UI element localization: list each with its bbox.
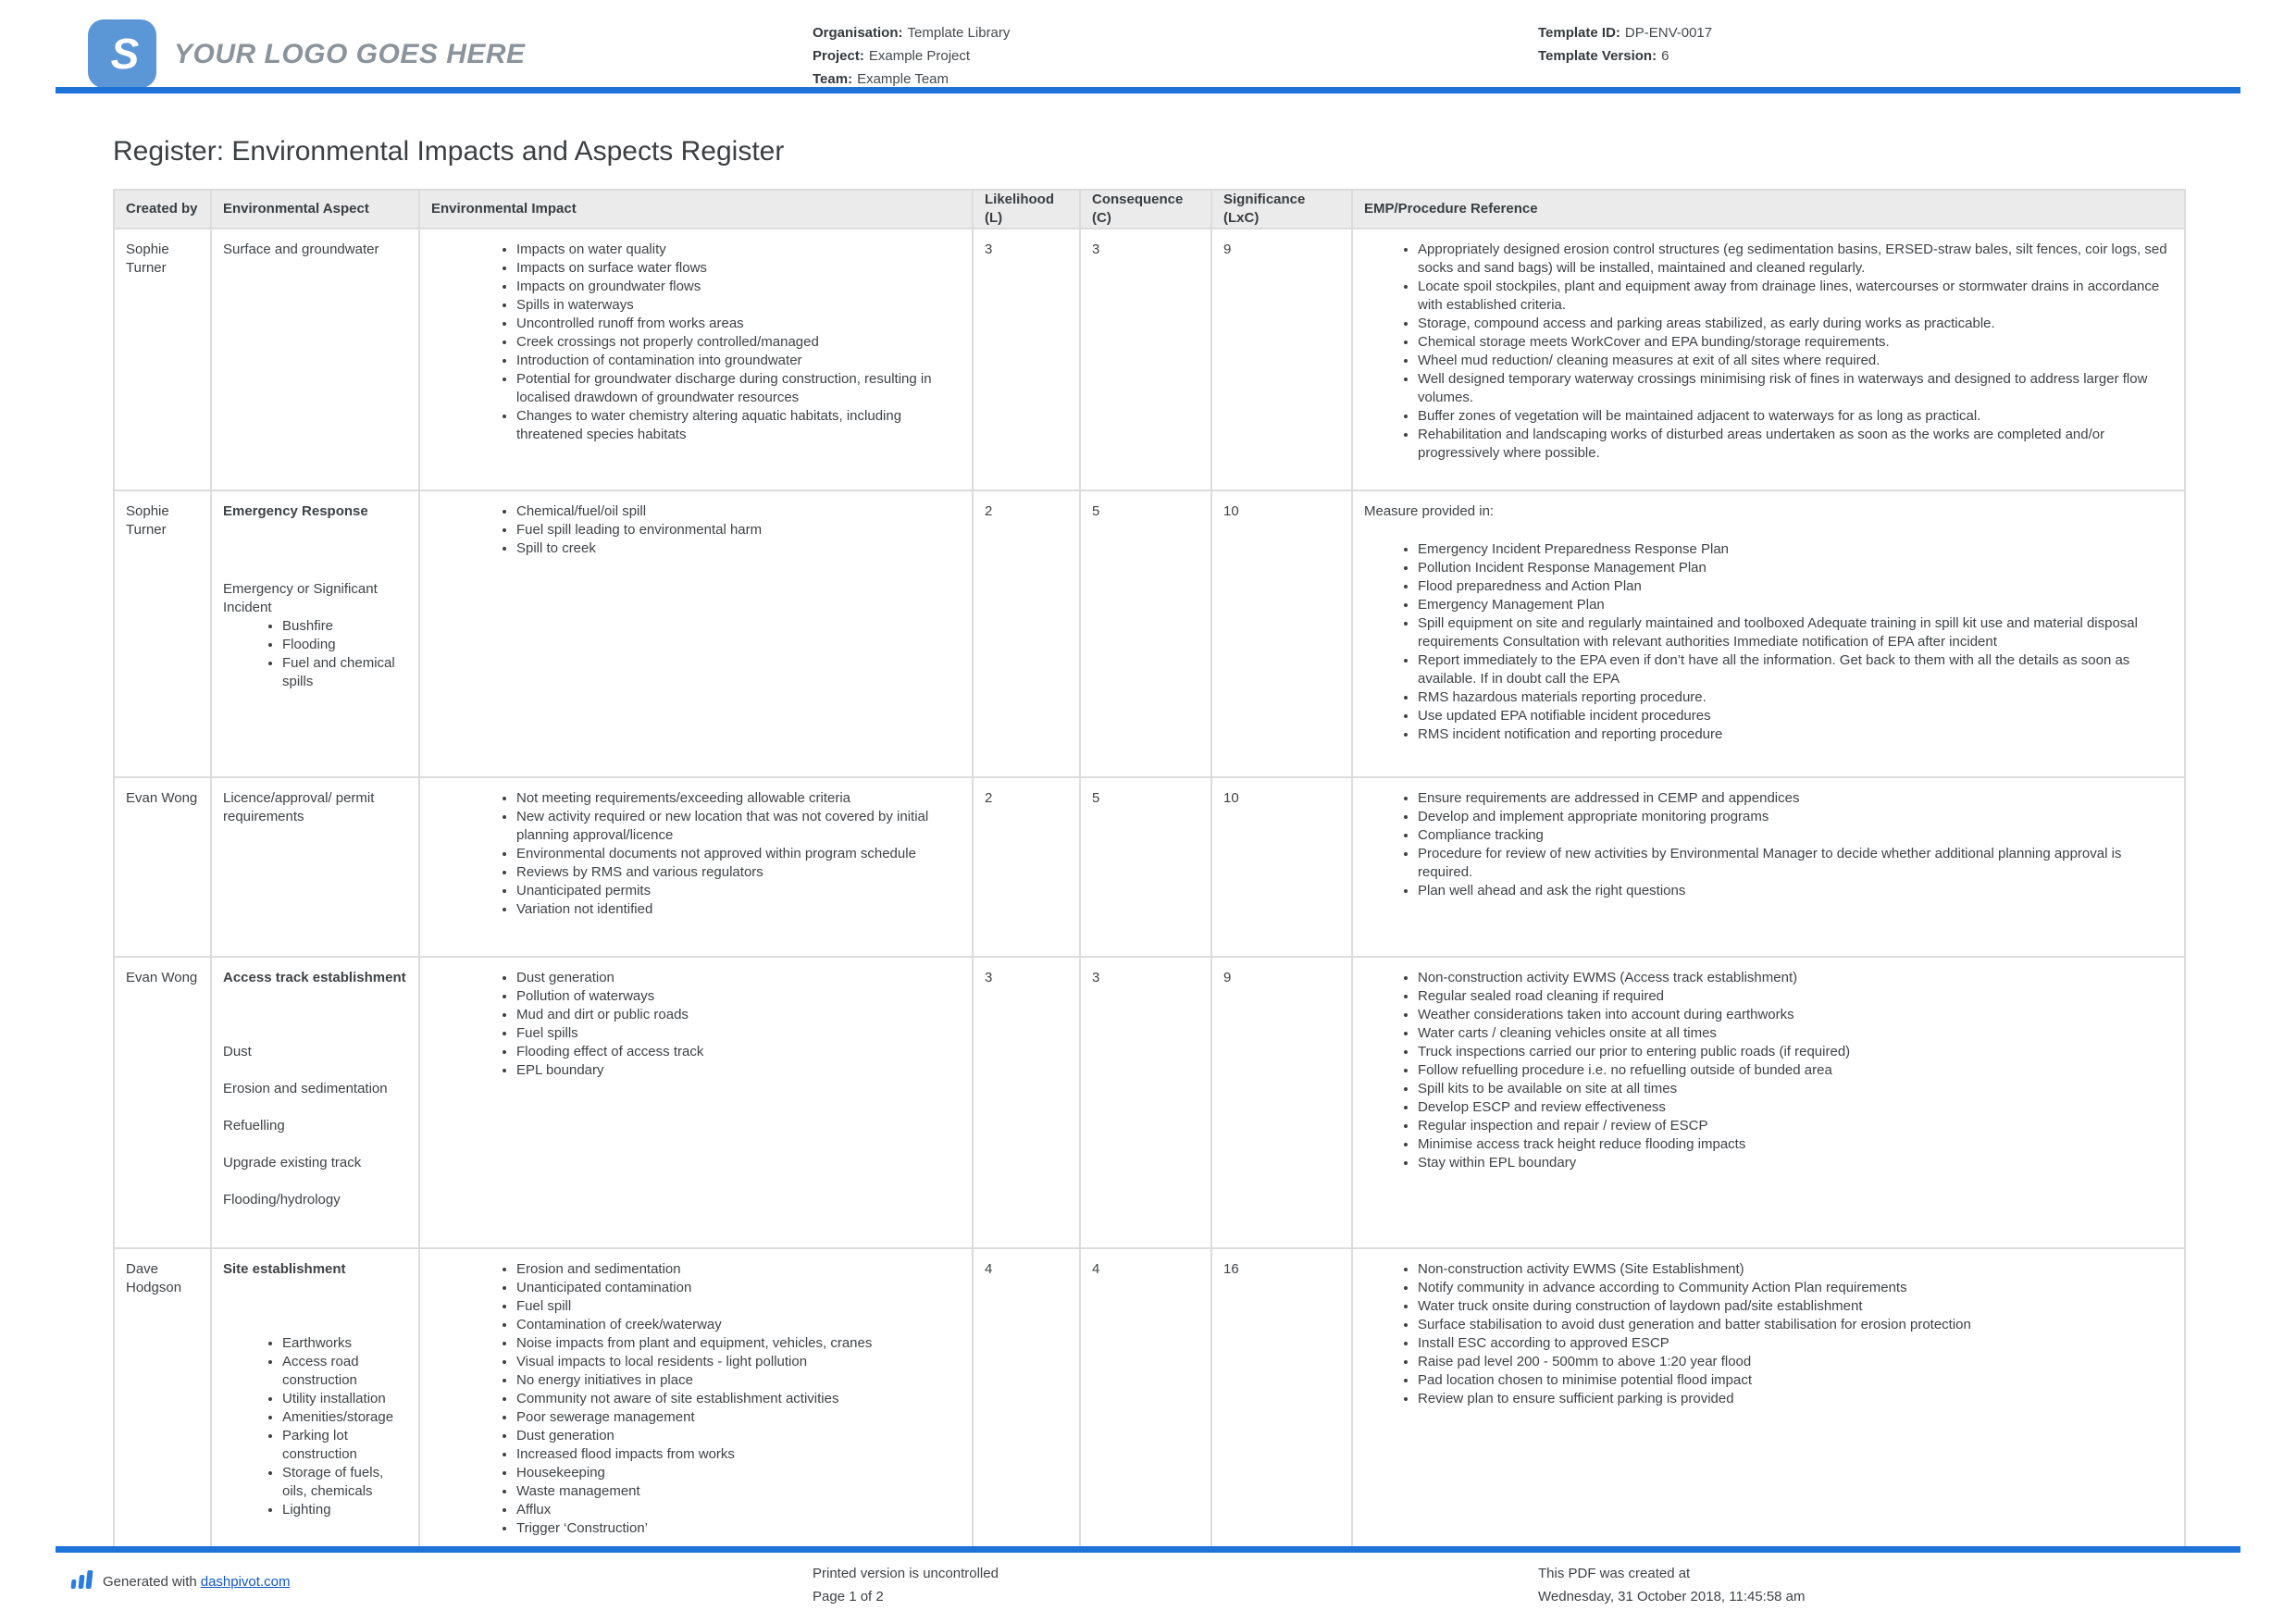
table-row	[114, 490, 2185, 777]
impact-item: • Contamination of creek/waterway	[516, 1316, 961, 1334]
emp-item: • Truck inspections carried our prior to entering public roads (if required)	[1418, 1043, 2173, 1061]
aspect-bullet-item: • Parking lot construction	[282, 1427, 407, 1464]
impact-list	[431, 789, 961, 919]
consequence-cell: 4	[1080, 1248, 1211, 1566]
footer-divider	[56, 1546, 2240, 1553]
impact-item: • Poor sewerage management	[516, 1408, 961, 1427]
consequence-cell: 3	[1080, 957, 1211, 1248]
emp-item: • Chemical storage meets WorkCover and EPA bunding/storage requirements.	[1418, 333, 2173, 352]
footer-print-info	[813, 1562, 999, 1608]
table-row	[114, 1248, 2185, 1566]
project-label: Project:	[813, 48, 864, 64]
aspect-title: Access track establishment	[223, 970, 406, 985]
created-by-cell	[114, 490, 211, 777]
emp-item: • Storage, compound access and parking areas stabilized, as early during works as practicable.	[1418, 315, 2173, 333]
impact-item: • New activity required or new location that was not covered by initial planning approval/licence	[516, 808, 961, 845]
aspect-paragraph: Flooding/hydrology	[223, 1192, 341, 1208]
emp-item: • Plan well ahead and ask the right questions	[1418, 882, 2173, 900]
aspect-paragraph: Upgrade existing track	[223, 1155, 362, 1171]
emp-item: • Use updated EPA notifiable incident procedures	[1418, 707, 2173, 725]
impact-list	[431, 241, 961, 444]
aspect-title: Surface and groundwater	[223, 242, 379, 257]
significance-cell: 10	[1211, 490, 1352, 777]
emp-item: • Non-construction activity EWMS (Site Establishment)	[1418, 1260, 2173, 1279]
emp-list	[1364, 540, 2173, 744]
aspect-cell	[211, 777, 419, 957]
emp-item: • Procedure for review of new activities by Environmental Manager to decide whether additional planning approval is required.	[1418, 845, 2173, 882]
printed-version-text: Printed version is uncontrolled	[813, 1566, 999, 1581]
aspect-bullet-item: • Bushfire	[282, 617, 407, 636]
emp-item: • Stay within EPL boundary	[1418, 1154, 2173, 1172]
impact-item: • Variation not identified	[516, 900, 961, 919]
impact-item: • Pollution of waterways	[516, 987, 961, 1006]
svg-text:S: S	[110, 30, 140, 78]
impact-item: • Impacts on groundwater flows	[516, 278, 961, 296]
emp-reference-cell	[1352, 1248, 2185, 1566]
emp-item: • Appropriately designed erosion control structures (eg sedimentation basins, ERSED-straw bales, silt fences, coir logs, sed socks and sand bags) will be installed, maintained and cleaned regularly.	[1418, 241, 2173, 278]
emp-item: • Buffer zones of vegetation will be maintained adjacent to waterways for as long as practical.	[1418, 407, 2173, 426]
emp-item: • Water carts / cleaning vehicles onsite at all times	[1418, 1024, 2173, 1043]
significance-cell: 9	[1211, 957, 1352, 1248]
emp-item: • Regular sealed road cleaning if required	[1418, 987, 2173, 1006]
aspect-bullet-item: • Fuel and chemical spills	[282, 654, 407, 691]
aspect-paragraph: Dust	[223, 1044, 252, 1059]
column-header: Environmental Aspect	[211, 190, 419, 229]
aspect-title: Site establishment	[223, 1261, 346, 1277]
page-title: Register: Environmental Impacts and Aspects Register	[113, 136, 785, 167]
table-row	[114, 229, 2185, 490]
column-header: Environmental Impact	[419, 190, 973, 229]
created-by-cell	[114, 957, 211, 1248]
emp-intro: Measure provided in:	[1364, 503, 1495, 519]
impact-cell	[419, 1248, 973, 1566]
emp-item: • RMS hazardous materials reporting procedure.	[1418, 688, 2173, 707]
column-header: Significance (LxC)	[1211, 190, 1352, 229]
dashpivot-chart-icon	[69, 1567, 94, 1597]
emp-item: • Raise pad level 200 - 500mm to above 1:20 year flood	[1418, 1353, 2173, 1371]
aspect-bullet-list	[223, 617, 407, 691]
consequence-cell: 5	[1080, 490, 1211, 777]
column-header: Likelihood (L)	[973, 190, 1080, 229]
impact-item: • Potential for groundwater discharge during construction, resulting in localised drawdown of groundwater resources	[516, 370, 961, 407]
created-by-name: Sophie Turner	[126, 242, 169, 276]
created-by-cell	[114, 229, 211, 490]
impact-cell	[419, 490, 973, 777]
column-header: EMP/Procedure Reference	[1352, 190, 2185, 229]
impact-item: • Changes to water chemistry altering aquatic habitats, including threatened species habitats	[516, 407, 961, 444]
aspect-cell	[211, 1248, 419, 1566]
emp-list	[1364, 1260, 2173, 1408]
impact-item: • Spills in waterways	[516, 296, 961, 315]
created-by-name: Dave Hodgson	[126, 1261, 182, 1295]
impact-item: • Flooding effect of access track	[516, 1043, 961, 1061]
column-header: Consequence (C)	[1080, 190, 1211, 229]
emp-item: • Develop ESCP and review effectiveness	[1418, 1098, 2173, 1117]
emp-item: • Spill kits to be available on site at all times	[1418, 1080, 2173, 1098]
impact-cell	[419, 957, 973, 1248]
emp-item: • Develop and implement appropriate monitoring programs	[1418, 808, 2173, 826]
impact-item: • Uncontrolled runoff from works areas	[516, 315, 961, 333]
impact-item: • Fuel spill	[516, 1297, 961, 1316]
impact-item: • Unanticipated contamination	[516, 1279, 961, 1297]
team-label: Team:	[813, 71, 853, 87]
aspect-subtitle: Emergency or Significant Incident	[223, 581, 378, 615]
logo-placeholder-text: YOUR LOGO GOES HERE	[174, 39, 526, 69]
aspect-bullet-item: • Amenities/storage	[282, 1408, 407, 1427]
impact-item: • Dust generation	[516, 1427, 961, 1445]
impact-list	[431, 1260, 961, 1538]
likelihood-cell: 3	[973, 229, 1080, 490]
template-version-label: Template Version:	[1538, 48, 1657, 64]
header-template-info	[1538, 21, 1712, 68]
page-number-text: Page 1 of 2	[813, 1589, 884, 1604]
column-header: Created by	[114, 190, 211, 229]
organisation-line	[813, 21, 1010, 44]
impact-list	[431, 502, 961, 558]
impact-item: • Introduction of contamination into groundwater	[516, 352, 961, 370]
emp-item: • Wheel mud reduction/ cleaning measures at exit of all sites where required.	[1418, 352, 2173, 370]
emp-item: • Follow refuelling procedure i.e. no refuelling outside of bunded area	[1418, 1061, 2173, 1080]
emp-item: • Minimise access track height reduce flooding impacts	[1418, 1135, 2173, 1154]
impact-item: • EPL boundary	[516, 1061, 961, 1080]
emp-item: • Pad location chosen to minimise potential flood impact	[1418, 1371, 2173, 1390]
impact-item: • Fuel spill leading to environmental harm	[516, 521, 961, 539]
page-footer	[0, 1546, 2296, 1623]
aspect-title: Emergency Response	[223, 503, 368, 519]
impact-item: • Dust generation	[516, 969, 961, 987]
impact-item: • Community not aware of site establishment activities	[516, 1390, 961, 1408]
dashpivot-link[interactable]: dashpivot.com	[200, 1573, 291, 1590]
impact-item: • Environmental documents not approved within program schedule	[516, 845, 961, 863]
emp-item: • Compliance tracking	[1418, 826, 2173, 845]
impact-item: • No energy initiatives in place	[516, 1371, 961, 1390]
table-row	[114, 777, 2185, 957]
aspect-paragraph: Erosion and sedimentation	[223, 1081, 388, 1096]
template-version-value: 6	[1661, 48, 1669, 64]
impact-list	[431, 969, 961, 1080]
emp-item: • Non-construction activity EWMS (Access track establishment)	[1418, 969, 2173, 987]
impact-item: • Mud and dirt or public roads	[516, 1006, 961, 1024]
emp-reference-cell	[1352, 957, 2185, 1248]
impact-item: • Unanticipated permits	[516, 882, 961, 900]
likelihood-cell: 4	[973, 1248, 1080, 1566]
emp-list	[1364, 789, 2173, 900]
consequence-cell: 5	[1080, 777, 1211, 957]
organisation-label: Organisation:	[813, 25, 903, 41]
impact-item: • Not meeting requirements/exceeding allowable criteria	[516, 789, 961, 808]
template-id-value: DP-ENV-0017	[1624, 25, 1713, 41]
template-version-line	[1538, 44, 1712, 68]
project-value: Example Project	[868, 48, 971, 64]
significance-cell: 16	[1211, 1248, 1352, 1566]
aspect-bullet-item: • Storage of fuels, oils, chemicals	[282, 1464, 407, 1501]
consequence-cell: 3	[1080, 229, 1211, 490]
created-by-cell	[114, 1248, 211, 1566]
header-project-info	[813, 21, 1010, 91]
emp-item: • Report immediately to the EPA even if don’t have all the information. Get back to them with all the details as soon as available. If in doubt call the EPA	[1418, 651, 2173, 688]
emp-item: • Notify community in advance according to Community Action Plan requirements	[1418, 1279, 2173, 1297]
project-line	[813, 44, 1010, 68]
emp-item: • Water truck onsite during construction of laydown pad/site establishment	[1418, 1297, 2173, 1316]
emp-reference-cell	[1352, 777, 2185, 957]
emp-reference-cell	[1352, 490, 2185, 777]
aspect-bullet-item: • Flooding	[282, 636, 407, 654]
emp-item: • Rehabilitation and landscaping works of disturbed areas undertaken as soon as the works are completed and/or progressively where possible.	[1418, 426, 2173, 463]
impact-item: • Waste management	[516, 1482, 961, 1501]
significance-cell: 10	[1211, 777, 1352, 957]
emp-item: • Spill equipment on site and regularly maintained and toolboxed Adequate training in spill kit use and material disposal requirements Consultation with relevant authorities Immediate notification of EPA after incident	[1418, 614, 2173, 651]
emp-item: • Regular inspection and repair / review of ESCP	[1418, 1117, 2173, 1135]
emp-item: • Weather considerations taken into account during earthworks	[1418, 1006, 2173, 1024]
impact-item: • Erosion and sedimentation	[516, 1260, 961, 1279]
created-by-name: Evan Wong	[126, 790, 198, 806]
impact-item: • Housekeeping	[516, 1464, 961, 1482]
emp-list	[1364, 969, 2173, 1172]
created-by-name: Evan Wong	[126, 970, 198, 985]
created-by-name: Sophie Turner	[126, 503, 169, 538]
impact-item: • Creek crossings not properly controlled/managed	[516, 333, 961, 352]
emp-list	[1364, 241, 2173, 463]
impact-item: • Impacts on water quality	[516, 241, 961, 259]
emp-item: • Surface stabilisation to avoid dust generation and batter stabilisation for erosion protection	[1418, 1316, 2173, 1334]
impact-item: • Impacts on surface water flows	[516, 259, 961, 278]
impact-item: • Visual impacts to local residents - light pollution	[516, 1353, 961, 1371]
logo-icon	[88, 19, 156, 88]
impact-item: • Noise impacts from plant and equipment, vehicles, cranes	[516, 1334, 961, 1353]
register-table	[113, 189, 2186, 1567]
aspect-cell	[211, 957, 419, 1248]
team-value: Example Team	[857, 71, 949, 87]
template-id-label: Template ID:	[1538, 25, 1620, 41]
table-row	[114, 957, 2185, 1248]
aspect-title: Licence/approval/ permit requirements	[223, 790, 375, 824]
emp-item: • Flood preparedness and Action Plan	[1418, 577, 2173, 596]
aspect-cell	[211, 490, 419, 777]
aspect-bullet-item: • Lighting	[282, 1501, 407, 1519]
footer-created-info	[1538, 1562, 1806, 1608]
emp-item: • Locate spoil stockpiles, plant and equipment away from drainage lines, watercourses or stormwater drains in accordance with established criteria.	[1418, 278, 2173, 315]
aspect-bullet-list	[223, 1334, 407, 1519]
emp-item: • Ensure requirements are addressed in CEMP and appendices	[1418, 789, 2173, 808]
generated-with-text: Generated with	[103, 1573, 197, 1590]
emp-item: • Emergency Incident Preparedness Response Plan	[1418, 540, 2173, 559]
likelihood-cell: 2	[973, 490, 1080, 777]
impact-cell	[419, 777, 973, 957]
aspect-cell	[211, 229, 419, 490]
emp-item: • RMS incident notification and reporting procedure	[1418, 725, 2173, 744]
pdf-created-timestamp: Wednesday, 31 October 2018, 11:45:58 am	[1538, 1589, 1806, 1604]
emp-reference-cell	[1352, 229, 2185, 490]
created-by-cell	[114, 777, 211, 957]
template-id-line	[1538, 21, 1712, 44]
footer-generated	[69, 1567, 290, 1597]
emp-item: • Review plan to ensure sufficient parking is provided	[1418, 1390, 2173, 1408]
impact-item: • Spill to creek	[516, 539, 961, 558]
likelihood-cell: 3	[973, 957, 1080, 1248]
aspect-bullet-item: • Access road construction	[282, 1353, 407, 1390]
emp-item: • Emergency Management Plan	[1418, 596, 2173, 614]
table-header-row	[114, 190, 2185, 229]
impact-item: • Afflux	[516, 1501, 961, 1519]
significance-cell: 9	[1211, 229, 1352, 490]
aspect-paragraph: Refuelling	[223, 1118, 285, 1134]
impact-item: • Chemical/fuel/oil spill	[516, 502, 961, 521]
impact-cell	[419, 229, 973, 490]
organisation-value: Template Library	[907, 25, 1011, 41]
aspect-bullet-item: • Earthworks	[282, 1334, 407, 1353]
impact-item: • Increased flood impacts from works	[516, 1445, 961, 1464]
emp-item: • Install ESC according to approved ESCP	[1418, 1334, 2173, 1353]
emp-item: • Well designed temporary waterway crossings minimising risk of fines in waterways and designed to address larger flow volumes.	[1418, 370, 2173, 407]
emp-item: • Pollution Incident Response Management Plan	[1418, 559, 2173, 577]
impact-item: • Reviews by RMS and various regulators	[516, 863, 961, 882]
aspect-bullet-item: • Utility installation	[282, 1390, 407, 1408]
pdf-created-label: This PDF was created at	[1538, 1566, 1691, 1581]
header-divider	[56, 87, 2240, 93]
impact-item: • Fuel spills	[516, 1024, 961, 1043]
likelihood-cell: 2	[973, 777, 1080, 957]
impact-item: • Trigger ‘Construction’	[516, 1519, 961, 1538]
